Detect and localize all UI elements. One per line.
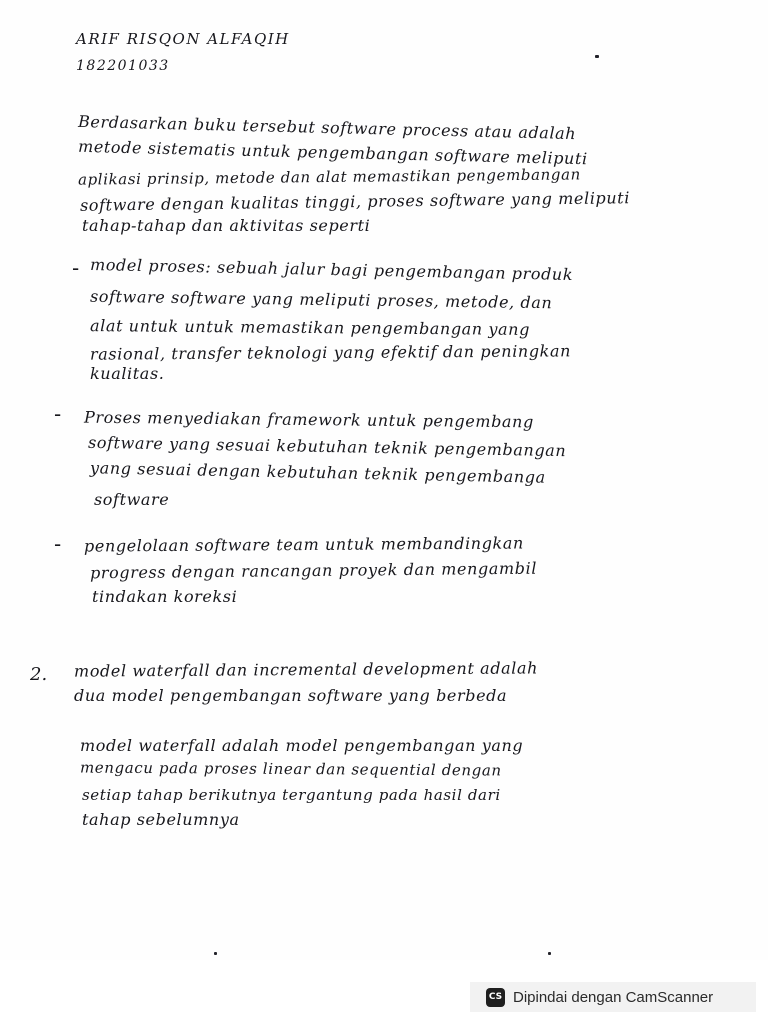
- bullet-line: pengelolaan software team untuk membandingkan: [83, 533, 524, 556]
- bullet-line: model proses: sebuah jalur bagi pengembangan produk: [89, 254, 574, 285]
- camscanner-icon: CS: [486, 988, 505, 1007]
- bullet-line: kualitas.: [90, 364, 165, 383]
- watermark-label: Dipindai dengan CamScanner: [513, 988, 714, 1006]
- ink-speck: [548, 952, 551, 955]
- bullet-line: software: [94, 490, 170, 509]
- bullet-line: tindakan koreksi: [92, 587, 238, 606]
- bullet-line: progress dengan rancangan proyek dan mengambil: [89, 558, 538, 583]
- section-number: 2.: [30, 664, 48, 685]
- section2-line: tahap sebelumnya: [82, 810, 240, 829]
- student-id: 182201033: [76, 58, 170, 74]
- section2-line: mengacu pada proses linear dan sequential dengan: [79, 758, 502, 780]
- camscanner-watermark: [470, 982, 756, 1012]
- section2-line: model waterfall dan incremental development adalah: [73, 658, 539, 681]
- bullet-line: alat untuk untuk memastikan pengembangan yang: [89, 316, 531, 339]
- bullet-line: yang sesuai dengan kebutuhan teknik pengembanga: [89, 458, 546, 487]
- bullet-marker: -: [54, 532, 62, 556]
- bullet-line: rasional, transfer teknologi yang efektif dan peningkan: [89, 341, 572, 364]
- bullet-line: software software yang meliputi proses, metode, dan: [89, 286, 553, 313]
- section2-line: model waterfall adalah model pengembangan yang: [80, 736, 524, 755]
- ink-speck: [595, 55, 599, 58]
- bullet-marker: -: [54, 402, 62, 426]
- intro-line: metode sistematis untuk pengembangan software meliputi: [77, 136, 588, 169]
- bullet-line: software yang sesuai kebutuhan teknik pengembangan: [87, 432, 567, 461]
- section2-line: dua model pengembangan software yang berbeda: [74, 686, 508, 705]
- intro-line: tahap-tahap dan aktivitas seperti: [82, 216, 371, 235]
- intro-line: software dengan kualitas tinggi, proses software yang meliputi: [79, 188, 631, 215]
- section2-line: setiap tahap berikutnya tergantung pada hasil dari: [82, 786, 501, 804]
- intro-line: Berdasarkan buku tersebut software process atau adalah: [77, 111, 577, 144]
- bullet-line: Proses menyediakan framework untuk pengembang: [83, 407, 534, 432]
- intro-line: aplikasi prinsip, metode dan alat memastikan pengembangan: [77, 165, 581, 189]
- bullet-marker: -: [72, 256, 80, 280]
- ink-speck: [214, 952, 217, 955]
- student-name: ARIF RISQON ALFAQIH: [76, 30, 290, 48]
